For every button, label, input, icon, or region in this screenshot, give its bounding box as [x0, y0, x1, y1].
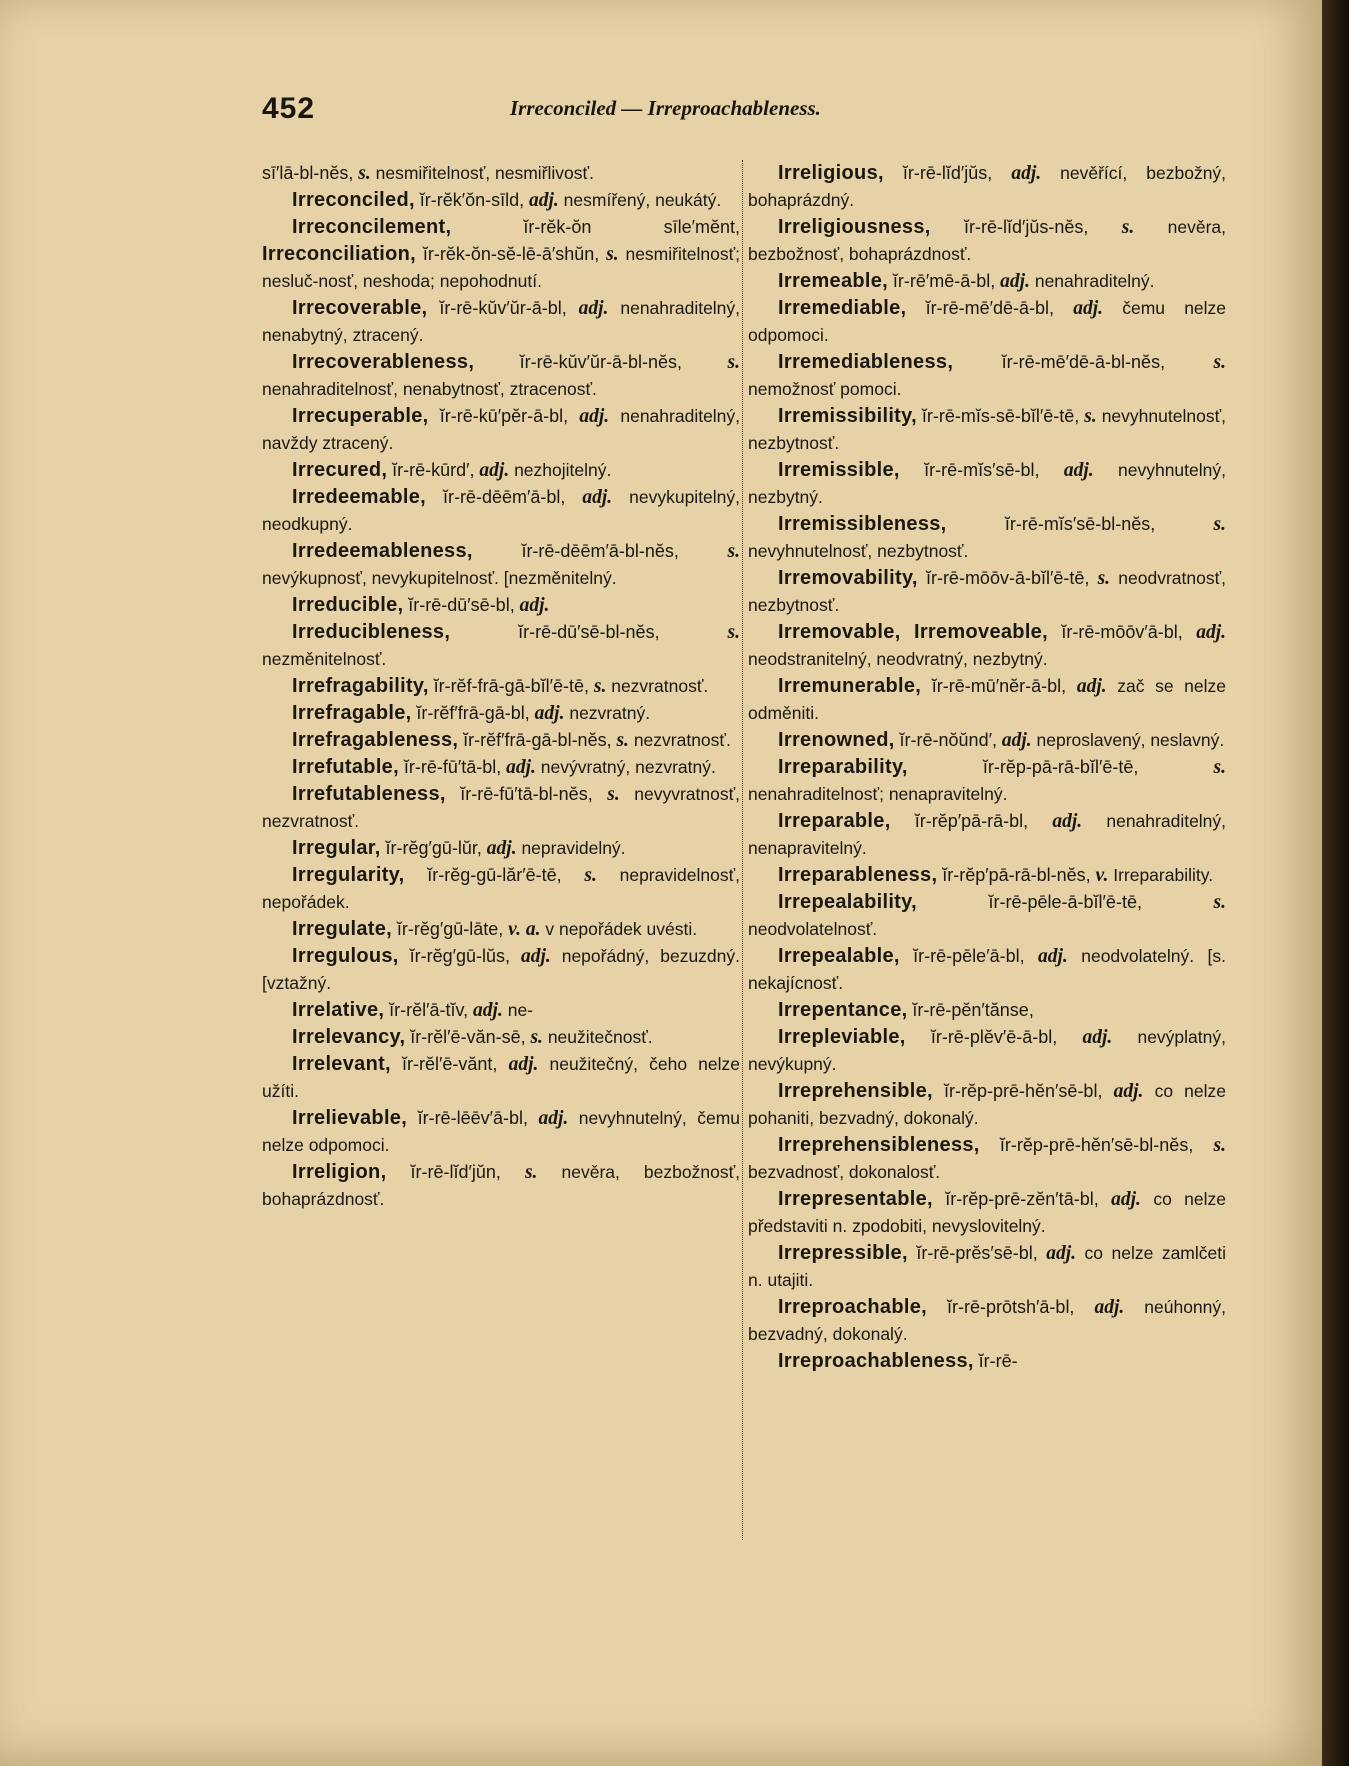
definition: nezvratnosť. — [611, 676, 709, 696]
dictionary-entry — [262, 1105, 740, 1159]
headword: Irremovability, — [778, 567, 918, 589]
headword: Irrecuperable, — [292, 405, 429, 427]
definition: nevěřící, bezbožný, bohaprázdný. — [748, 163, 1227, 210]
part-of-speech: s. — [593, 676, 607, 697]
definition: nevyhnutelný, nezbytný. — [748, 460, 1226, 507]
dictionary-entry — [748, 862, 1226, 889]
dictionary-entry — [262, 862, 740, 916]
headword: Irredeemableness, — [292, 540, 473, 562]
dictionary-entry — [748, 1240, 1226, 1294]
definition: nesmiřitelnosť, nesmiřlivosť. — [375, 163, 594, 183]
pronunciation: ĭr-rĕl′ē-vănt, — [402, 1054, 498, 1074]
part-of-speech: adj. — [1063, 460, 1094, 481]
pronunciation: ĭr-rē-dēēm′ā-bl, — [442, 487, 566, 507]
pronunciation: ĭr-rĕp′pā-rā-bl-nĕs, — [942, 865, 1091, 885]
dictionary-entry — [262, 160, 740, 187]
dictionary-entry — [262, 592, 740, 619]
definition: nevyhnutelný, čemu nelze odpomoci. — [262, 1108, 741, 1155]
dictionary-entry — [748, 808, 1226, 862]
part-of-speech: adj. — [1113, 1081, 1144, 1102]
part-of-speech: adj. — [519, 595, 550, 616]
dictionary-entry — [262, 1024, 740, 1051]
pronunciation: ĭr-rē-mē′dē-ā-bl, — [925, 298, 1055, 318]
definition: nevýkupnosť, nevykupitelnosť. — [262, 568, 499, 588]
pronunciation: ĭr-rĕg′gū-lŭr, — [385, 838, 482, 858]
dictionary-entry — [748, 565, 1226, 619]
headword: Irremovable, — [778, 621, 901, 643]
dictionary-entry — [748, 214, 1226, 268]
part-of-speech: adj. — [1094, 1297, 1125, 1318]
pronunciation: ĭr-rē-mĭs′sē-bl, — [924, 460, 1040, 480]
definition: nenahraditelný, nenapravitelný. — [748, 811, 1227, 858]
pronunciation: ĭr-rĕf′frā-gā-bl, — [416, 703, 530, 723]
part-of-speech: s. — [607, 784, 620, 805]
dictionary-entry — [748, 295, 1226, 349]
pronunciation: ĭr-rē-plĕv′ē-ā-bl, — [930, 1027, 1058, 1047]
definition: nenahraditelnosť, nenabytnosť, ztracenosť. — [262, 379, 597, 399]
dictionary-entry — [748, 1186, 1226, 1240]
headword: Irrelevancy, — [292, 1026, 406, 1048]
part-of-speech: s. — [358, 163, 371, 184]
part-of-speech: s. — [584, 865, 597, 886]
pronunciation: ĭr-rē-lēēv′ā-bl, — [417, 1108, 528, 1128]
part-of-speech: s. — [606, 244, 619, 265]
dictionary-entry — [748, 943, 1226, 997]
part-of-speech: adj. — [579, 406, 610, 427]
definition: nezhojitelný. — [514, 460, 612, 480]
pronunciation: ĭr-rĕp-prē-hĕn′sē-bl-nĕs, — [999, 1135, 1194, 1155]
part-of-speech: v. a. — [508, 919, 541, 940]
headword: Irrecoverableness, — [292, 351, 475, 373]
pronunciation: ĭr-rĕl′ē-văn-sē, — [410, 1027, 526, 1047]
dictionary-entry — [262, 835, 740, 862]
headword: Irrelative, — [292, 999, 385, 1021]
headword: Irreconcilement, — [292, 216, 452, 238]
part-of-speech: s. — [530, 1027, 543, 1048]
pronunciation: ĭr-rē-fū′tā-bl-nĕs, — [460, 784, 593, 804]
definition: nenahraditelný. — [1034, 271, 1155, 291]
part-of-speech: v. — [1095, 865, 1109, 886]
part-of-speech: adj. — [538, 1108, 569, 1129]
headword: Irrelievable, — [292, 1107, 408, 1129]
dictionary-entry — [262, 754, 740, 781]
headword: Irreligious, — [778, 162, 884, 184]
pronunciation: ĭr-rē-dū′sē-bl-nĕs, — [518, 622, 660, 642]
dictionary-entry — [748, 727, 1226, 754]
definition: nevyvratnosť, nezvratnosť. — [262, 784, 741, 831]
pronunciation: ĭr-rĕf′frā-gā-bl-nĕs, — [463, 730, 612, 750]
dictionary-entry — [262, 997, 740, 1024]
definition: neodvolatelný. — [1081, 946, 1195, 966]
part-of-speech: adj. — [578, 298, 609, 319]
part-of-speech: adj. — [1001, 730, 1032, 751]
pronunciation: ĭr-rĕk′ŏn-sīld, — [419, 190, 525, 210]
pronunciation: ĭr-rē-prĕs′sē-bl, — [916, 1243, 1038, 1263]
headword: Irremediable, — [778, 297, 907, 319]
definition: neužitečný, čeho nelze užíti. — [262, 1054, 741, 1101]
definition: v nepořádek uvésti. — [545, 919, 698, 939]
part-of-speech: s. — [616, 730, 629, 751]
headword: Irrepentance, — [778, 999, 908, 1021]
dictionary-entry — [748, 511, 1226, 565]
dictionary-entry — [262, 349, 740, 403]
part-of-speech: adj. — [479, 460, 510, 481]
pronunciation: ĭr-rĕk-ŏn-sĕ-lē-ā′shŭn, — [422, 244, 600, 264]
pronunciation: ĭr-rĕp-prē-zĕn′tā-bl, — [945, 1189, 1099, 1209]
dictionary-entry — [748, 160, 1226, 214]
dictionary-entry — [262, 187, 740, 214]
pronunciation: ĭr-rē-nŏŭnd′, — [899, 730, 997, 750]
definition: nepořádný, bezuzdný. — [561, 946, 740, 966]
headword: Irrefragable, — [292, 702, 412, 724]
pronunciation: ĭr-rē-kŭv′ŭr-ā-bl, — [439, 298, 567, 318]
part-of-speech: adj. — [1076, 676, 1107, 697]
headword: Irreligiousness, — [778, 216, 931, 238]
headword: Irredeemable, — [292, 486, 426, 508]
definition: neužitečnosť. — [547, 1027, 653, 1047]
headword: Irreconciled, — [292, 189, 415, 211]
headword: Irreparableness, — [778, 864, 938, 886]
part-of-speech: adj. — [1196, 622, 1227, 643]
part-of-speech: adj. — [529, 190, 559, 211]
headword: Irrefutableness, — [292, 783, 446, 805]
definition: co nelze zamlčeti n. utajiti. — [748, 1243, 1226, 1290]
pronunciation: ĭr-rē-dū′sē-bl, — [408, 595, 515, 615]
definition: nenahraditelnosť; nenapravitelný. — [748, 784, 1008, 804]
dictionary-entry — [748, 1132, 1226, 1186]
pronunciation: ĭr-rē-pēle′ā-bl, — [913, 946, 1025, 966]
definition: nemožnosť pomoci. — [748, 379, 902, 399]
page-edge — [1322, 0, 1349, 1766]
definition: nevěra, bezbožnosť, bohaprázdnosť. — [262, 1162, 740, 1209]
headword: Irremunerable, — [778, 675, 922, 697]
dictionary-entry — [748, 1024, 1226, 1078]
definition: nezměnitelnosť. — [262, 649, 387, 669]
headword: Irrepealable, — [778, 945, 900, 967]
headword: Irremediableness, — [778, 351, 954, 373]
definition: nevýplatný, nevýkupný. — [748, 1027, 1226, 1074]
page-header — [262, 92, 1062, 132]
part-of-speech: s. — [1084, 406, 1097, 427]
headword: Irreducible, — [292, 594, 404, 616]
headword: Irreconciliation, — [262, 243, 417, 265]
dictionary-entry — [748, 1348, 1226, 1375]
dictionary-entry — [748, 997, 1226, 1024]
definition: nevyhnutelnosť, nezbytnosť. — [748, 541, 969, 561]
definition: nezvratný. — [569, 703, 651, 723]
part-of-speech: adj. — [1011, 163, 1042, 184]
pronunciation: ĭr-rĕp-prē-hĕn′sē-bl, — [944, 1081, 1103, 1101]
pronunciation: ĭr-rē-prōtsh′ā-bl, — [947, 1297, 1075, 1317]
definition: bezvadnosť, dokonalosť. — [748, 1162, 941, 1182]
part-of-speech: adj. — [520, 946, 551, 967]
part-of-speech: s. — [1121, 217, 1135, 238]
headword: Irrepleviable, — [778, 1026, 906, 1048]
definition: neúhonný, bezvadný, dokonalý. — [748, 1297, 1227, 1344]
pronunciation: ĭr-rē-mē′dē-ā-bl-nĕs, — [1001, 352, 1166, 372]
headword: Irremeable, — [778, 270, 889, 292]
definition: neproslavený, neslavný. — [1036, 730, 1225, 750]
definition: co nelze pohaniti, bezvadný, dokonalý. — [748, 1081, 1227, 1128]
dictionary-entry — [262, 1051, 740, 1105]
part-of-speech: s. — [1213, 514, 1227, 535]
part-of-speech: adj. — [508, 1054, 539, 1075]
definition: co nelze představiti n. zpodobiti, nevyslovitelný. — [748, 1189, 1227, 1236]
pronunciation: ĭr-rē-lĭd′jŭs-nĕs, — [964, 217, 1089, 237]
dictionary-entry — [262, 619, 740, 673]
headword: Irregulous, — [292, 945, 399, 967]
definition: nevykupitelný, neodkupný. — [262, 487, 741, 534]
pronunciation: ĭr-rē-kūrd′, — [392, 460, 475, 480]
pronunciation: ĭr-rĕk-ŏn sīle′mĕnt, — [523, 217, 740, 237]
pronunciation: ĭr-rē-kū′pĕr-ā-bl, — [439, 406, 569, 426]
pronunciation: ĭr-rē-kŭv′ŭr-ā-bl-nĕs, — [519, 352, 683, 372]
dictionary-entry — [262, 538, 740, 592]
part-of-speech: s. — [727, 541, 740, 562]
headword: Irrecured, — [292, 459, 388, 481]
pronunciation: sī′lā-bl-nĕs, — [262, 163, 354, 183]
part-of-speech: adj. — [1038, 946, 1068, 967]
dictionary-entry — [748, 673, 1226, 727]
headword: Irreprehensibleness, — [778, 1134, 980, 1156]
part-of-speech: adj. — [506, 757, 536, 778]
headword: Irregularity, — [292, 864, 405, 886]
pronunciation: ĭr-rĕl′ā-tĭv, — [389, 1000, 469, 1020]
headword: Irrelevant, — [292, 1053, 391, 1075]
headword: Irreparable, — [778, 810, 891, 832]
pronunciation: ĭr-rē-mōōv′ā-bl, — [1061, 622, 1183, 642]
definition: ne- — [507, 1000, 534, 1020]
part-of-speech: s. — [1213, 352, 1226, 373]
dictionary-entry — [262, 673, 740, 700]
headword: Irrefragability, — [292, 675, 429, 697]
dictionary-entry — [262, 781, 740, 835]
pronunciation: ĭr-rĕg-gū-lăr′ē-tē, — [427, 865, 562, 885]
dictionary-entry — [262, 457, 740, 484]
pronunciation: ĭr-rĕg′gū-lāte, — [396, 919, 504, 939]
definition: nenahraditelný, nenabytný, ztracený. — [262, 298, 741, 345]
part-of-speech: adj. — [1046, 1243, 1077, 1264]
headword: Irrepressible, — [778, 1242, 908, 1264]
dictionary-entry — [262, 214, 740, 295]
definition: nesmiřitelnosť; nesluč-nosť, neshoda; nepohodnutí. — [262, 244, 740, 291]
headword: Irregular, — [292, 837, 381, 859]
headword: Irremissible, — [778, 459, 900, 481]
dictionary-entry — [262, 727, 740, 754]
dictionary-entry — [262, 700, 740, 727]
definition: nezvratnosť. — [633, 730, 731, 750]
dictionary-entry — [748, 1294, 1226, 1348]
headword: Irrepresentable, — [778, 1188, 933, 1210]
headword: Irremoveable, — [913, 621, 1048, 643]
dictionary-entry — [748, 457, 1226, 511]
part-of-speech: adj. — [1082, 1027, 1113, 1048]
headword: Irreproachable, — [778, 1296, 928, 1318]
page-number: 452 — [262, 92, 316, 125]
headword: Irremissibility, — [778, 405, 917, 427]
part-of-speech: adj. — [1073, 298, 1104, 319]
catchword: [s. nekajícnosť. — [748, 946, 1227, 993]
pronunciation: ĭr-rĕp-pā-rā-bĭl′ē-tē, — [982, 757, 1139, 777]
dictionary-entry — [262, 943, 740, 997]
pronunciation: ĭr-rĕf-frā-gā-bĭl′ē-tē, — [433, 676, 589, 696]
dictionary-entry — [262, 484, 740, 538]
headword: Irrefutable, — [292, 756, 399, 778]
definition: nevěra, bezbožnosť, bohaprázdnosť. — [748, 217, 1227, 264]
dictionary-entry — [262, 1159, 740, 1213]
definition: nepravidelnosť, nepořádek. — [262, 865, 740, 912]
running-head: Irreconciled — Irreproachableness. — [510, 96, 821, 120]
headword: Irreligion, — [292, 1161, 387, 1183]
headword: Irreparability, — [778, 756, 908, 778]
catchword: [nezměnitelný. — [503, 568, 617, 588]
part-of-speech: adj. — [473, 1000, 503, 1021]
dictionary-entry — [262, 295, 740, 349]
definition: čemu nelze odpomoci. — [748, 298, 1227, 345]
headword: Irrefragableness, — [292, 729, 459, 751]
part-of-speech: adj. — [1052, 811, 1083, 832]
pronunciation: ĭr-rē-mĭs′sē-bl-nĕs, — [1004, 514, 1156, 534]
headword: Irrenowned, — [778, 729, 895, 751]
headword: Irreducibleness, — [292, 621, 451, 643]
definition: nevývratný, nezvratný. — [540, 757, 716, 777]
definition: nepravidelný. — [521, 838, 626, 858]
part-of-speech: adj. — [1111, 1189, 1141, 1210]
pronunciation: ĭr-rē-lĭd′jŭn, — [410, 1162, 501, 1182]
pronunciation: ĭr-rē-lĭd′jŭs, — [902, 163, 993, 183]
right-column — [748, 160, 1226, 1375]
headword: Irregulate, — [292, 918, 392, 940]
part-of-speech: adj. — [582, 487, 613, 508]
pronunciation: ĭr-rē-mōōv-ā-bĭl′ē-tē, — [925, 568, 1090, 588]
dictionary-entry — [748, 1078, 1226, 1132]
part-of-speech: s. — [1213, 757, 1226, 778]
headword: Irreproachableness, — [778, 1350, 974, 1372]
dictionary-entry — [748, 268, 1226, 295]
dictionary-entry — [748, 889, 1226, 943]
dictionary-entry — [262, 916, 740, 943]
pronunciation: ĭr-rē-pēle-ā-bĭl′ē-tē, — [988, 892, 1142, 912]
dictionary-entry — [748, 754, 1226, 808]
pronunciation: ĭr-rē′mē-ā-bl, — [892, 271, 996, 291]
dictionary-entry — [748, 619, 1226, 673]
definition: nesmířený, neukátý. — [563, 190, 722, 210]
part-of-speech: adj. — [486, 838, 517, 859]
dictionary-entry — [748, 349, 1226, 403]
definition: neodvolatelnosť. — [748, 919, 878, 939]
headword: Irrepealability, — [778, 891, 917, 913]
pronunciation: ĭr-rē-pĕn′tănse, — [912, 1000, 1034, 1020]
pronunciation: ĭr-rē-mū′nĕr-ā-bl, — [931, 676, 1067, 696]
pronunciation: ĭr-rĕp′pā-rā-bl, — [914, 811, 1029, 831]
pronunciation: ĭr-rĕg′gū-lŭs, — [409, 946, 511, 966]
pronunciation: ĭr-rē-dēēm′ā-bl-nĕs, — [521, 541, 679, 561]
column-divider — [742, 160, 744, 1540]
pronunciation: ĭr-rē-mĭs-sē-bĭl′ē-tē, — [921, 406, 1080, 426]
left-column — [262, 160, 740, 1213]
dictionary-entry — [262, 403, 740, 457]
definition: Irreparability. — [1113, 865, 1214, 885]
part-of-speech: s. — [524, 1162, 538, 1183]
definition: nenahraditelný, navždy ztracený. — [262, 406, 741, 453]
headword: Irreprehensible, — [778, 1080, 933, 1102]
dictionary-entry — [748, 403, 1226, 457]
headword: Irremissibleness, — [778, 513, 947, 535]
definition: neodstranitelný, neodvratný, nezbytný. — [748, 649, 1048, 669]
part-of-speech: s. — [1097, 568, 1111, 589]
definition: zač se nelze odměniti. — [748, 676, 1227, 723]
part-of-speech: s. — [727, 352, 740, 373]
part-of-speech: adj. — [1000, 271, 1030, 292]
catchword: [vztažný. — [262, 973, 332, 993]
pronunciation: ĭr-rē-fū′tā-bl, — [403, 757, 502, 777]
part-of-speech: adj. — [534, 703, 565, 724]
part-of-speech: s. — [727, 622, 740, 643]
pronunciation: ĭr-rē- — [978, 1351, 1018, 1371]
headword: Irrecoverable, — [292, 297, 428, 319]
definition: nevyhnutelnosť, nezbytnosť. — [748, 406, 1226, 453]
definition: neodvratnosť, nezbytnosť. — [748, 568, 1227, 615]
part-of-speech: s. — [1213, 1135, 1227, 1156]
part-of-speech: s. — [1213, 892, 1227, 913]
